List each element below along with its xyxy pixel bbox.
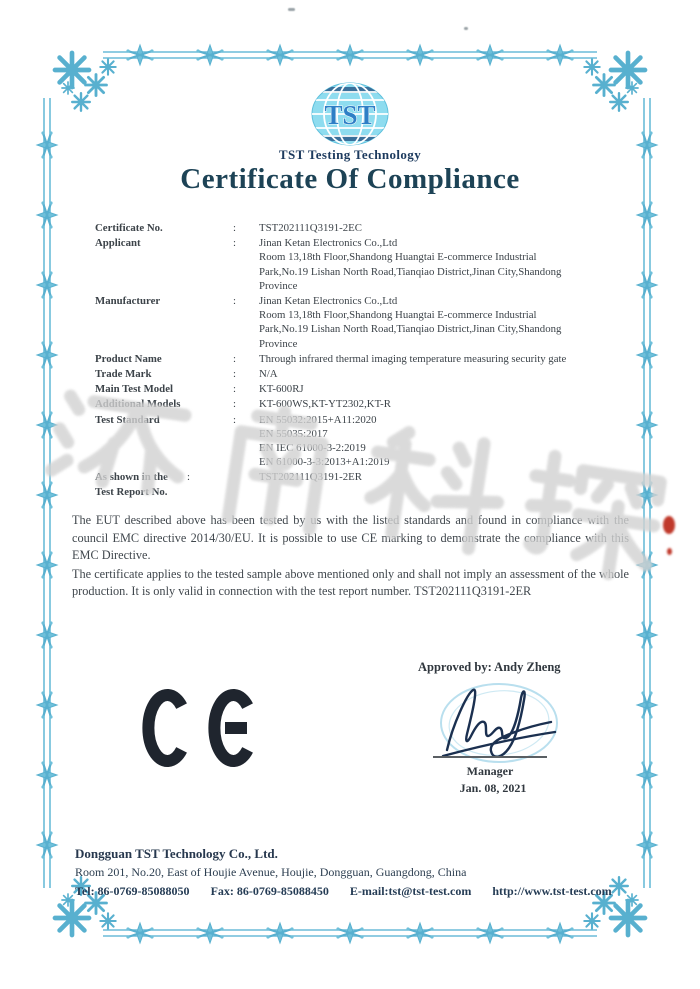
- declaration-paragraph-2: The certificate applies to the tested sample above mentioned only and shall not imply an assessment of the whole production. It is only valid in connection with the test report number. TST202111Q3191-2ER: [72, 566, 629, 598]
- approved-by-line: Approved by: Andy Zheng: [418, 660, 561, 674]
- detail-row-product-name: Product Name : Through infrared thermal imaging temperature measuring security gate: [95, 352, 567, 365]
- detail-row-additional-models: Additional Models : KT-600WS,KT-YT2302,KT-R: [95, 398, 391, 411]
- declaration-text: [72, 512, 629, 602]
- detail-row-test-standard: Test Standard : EN 55032:2015+A11:2020 EN 55035:2017 EN IEC 61000-3-2:2019 EN 61000-3-3:2013+A1:2019: [95, 413, 390, 469]
- organization-name: TST Testing Technology: [278, 147, 422, 162]
- certificate-details: [95, 221, 595, 500]
- detail-row-test-report-no: As shown in the Test Report No. : TST202111Q3191-2ER: [95, 471, 362, 498]
- approval-date: Jan. 08, 2021: [459, 781, 527, 795]
- stamp-ellipse: [441, 684, 557, 762]
- detail-row-main-test-model: Main Test Model : KT-600RJ: [95, 383, 304, 396]
- detail-row-certificate-no: Certificate No. : TST202111Q3191-2EC: [95, 222, 362, 234]
- footer-address: Room 201, No.20, East of Houjie Avenue, Houjie, Dongguan, Guangdong, China: [75, 865, 467, 879]
- red-ink-mark: [663, 516, 675, 534]
- declaration-paragraph-1: The EUT described above has been tested by us with the listed standards and found in compliance with the council EMC directive 2014/30/EU. It is possible to use CE marking to demonstrate the compliance with this EMC Directive.: [72, 513, 629, 562]
- footer-tel: Tel: 86-0769-85088050: [75, 884, 190, 898]
- footer-fax: Fax: 86-0769-85088450: [210, 884, 329, 898]
- signer-role: Manager: [466, 764, 514, 778]
- ce-mark: [137, 684, 257, 772]
- tst-logo: [308, 80, 392, 148]
- logo-text: TST: [324, 100, 376, 130]
- footer-contact: [75, 884, 635, 899]
- certificate-title: Certificate Of Compliance: [180, 163, 520, 195]
- red-ink-mark: [667, 548, 672, 555]
- footer: [75, 846, 635, 899]
- detail-row-applicant: Applicant : Jinan Ketan Electronics Co.,Ltd Room 13,18th Floor,Shandong Huangtai E-commerce Industrial Park,No.19 Lishan North Road,Tianqiao District,Jinan City,Shandong Province: [95, 237, 562, 292]
- footer-company: Dongguan TST Technology Co., Ltd.: [75, 846, 278, 861]
- detail-row-manufacturer: Manufacturer : Jinan Ketan Electronics Co.,Ltd Room 13,18th Floor,Shandong Huangtai E-commerce Industrial Park,No.19 Lishan North Road,Tianqiao District,Jinan City,Shandong Province: [95, 295, 562, 350]
- detail-row-trade-mark: Trade Mark : N/A: [95, 368, 278, 381]
- signature-andy: [443, 690, 555, 757]
- footer-email: E-mail:tst@tst-test.com: [349, 884, 472, 898]
- footer-website: http://www.tst-test.com: [492, 884, 612, 898]
- signature-line: [433, 756, 547, 758]
